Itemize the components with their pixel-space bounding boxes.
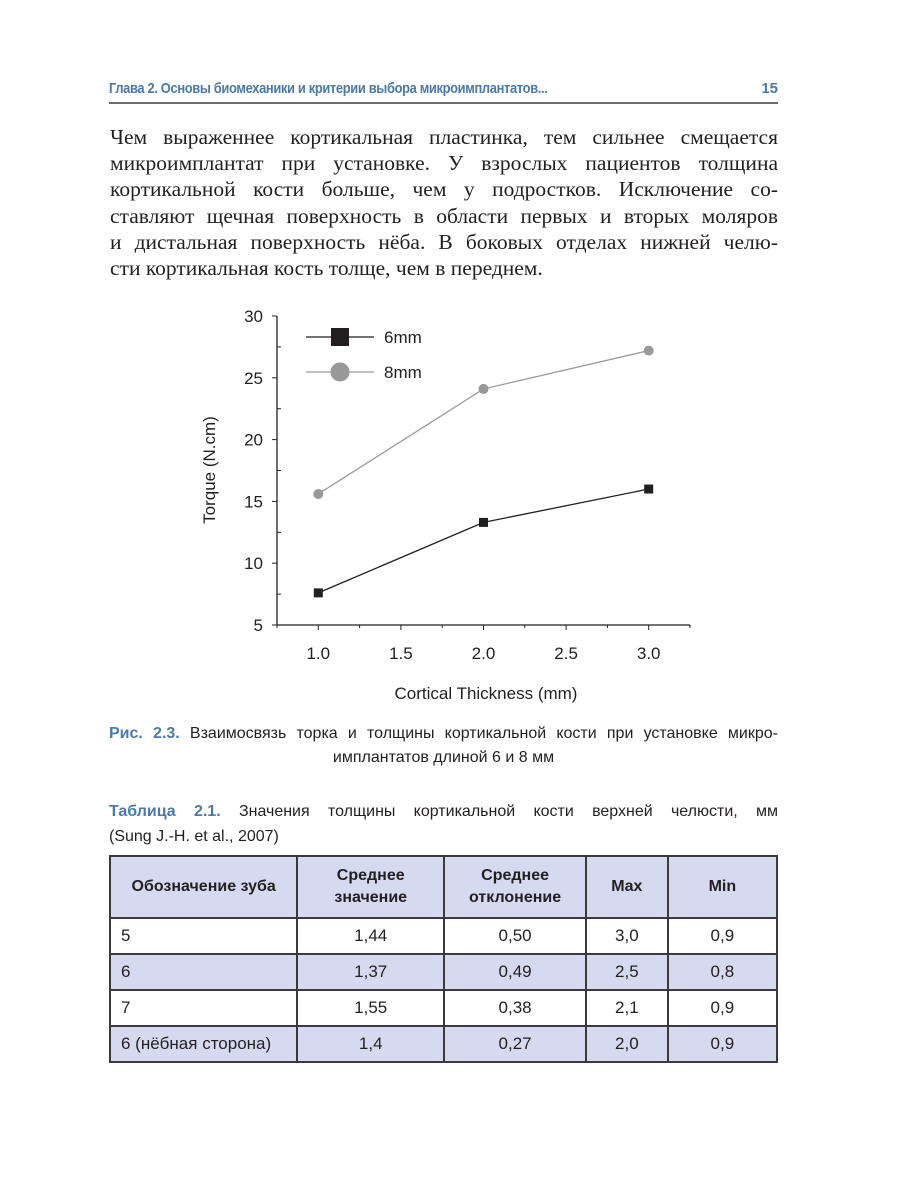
legend-label: 8mm [384, 363, 422, 382]
series-line-6mm [318, 489, 648, 593]
y-tick-label: 25 [244, 368, 263, 388]
table-caption-source: (Sung J.-H. et al., 2007) [109, 828, 279, 845]
table-row [110, 954, 777, 990]
x-tick-label: 2.0 [471, 644, 496, 663]
figure-caption [109, 722, 778, 770]
x-tick-label: 2.5 [554, 644, 578, 663]
chart-axes [277, 316, 690, 625]
table-row [110, 990, 777, 1026]
column-header: Среднее значение [297, 856, 444, 918]
data-point-8mm [644, 346, 654, 356]
table-cell: 0,9 [668, 1026, 777, 1062]
table-cell: 0,38 [444, 990, 586, 1026]
column-header: Max [586, 856, 668, 918]
x-tick-label: 3.0 [636, 644, 661, 663]
column-header: Обозначение зуба [110, 856, 297, 918]
chart-ticks [244, 307, 690, 663]
text-line: Чем выраженнее кортикальная пластинка, тем сильнее смещается [110, 125, 778, 149]
data-point-8mm [479, 384, 489, 394]
figure-label: Рис. 2.3. [109, 725, 180, 742]
table-cell: 2,5 [586, 954, 668, 990]
table-cell: 2,0 [586, 1026, 668, 1062]
table-cell: 0,27 [444, 1026, 586, 1062]
table-cell: 0,9 [668, 918, 777, 954]
chart-series [313, 346, 653, 598]
column-header: Среднее отклонение [444, 856, 586, 918]
figure-caption-text: имплантатов длиной 6 и 8 мм [332, 749, 555, 766]
table-cell: 7 [110, 990, 297, 1026]
x-tick-label: 1.5 [389, 644, 413, 663]
table-cell: 1,37 [297, 954, 444, 990]
table-cell: 0,49 [444, 954, 586, 990]
table-cell: 0,8 [668, 954, 777, 990]
y-axis-label: Torque (N.cm) [200, 416, 219, 524]
table-cell: 1,44 [297, 918, 444, 954]
table-cell: 1,55 [297, 990, 444, 1026]
table-caption [109, 799, 778, 849]
table-cell: 0,9 [668, 990, 777, 1026]
text-line: микроимплантат при установке. У взрослых пациентов толщина [110, 151, 778, 176]
y-tick-label: 5 [253, 616, 263, 635]
legend-marker-circle [331, 363, 350, 382]
table-cell: 0,50 [444, 918, 586, 954]
table-caption-text: Значения толщины кортикальной кости верхней челюсти, мм [238, 803, 778, 820]
legend-marker-square [331, 328, 349, 346]
table-cell: 3,0 [586, 918, 668, 954]
figure-caption-text: Взаимосвязь торка и толщины кортикальной кости при установке микро- [189, 725, 778, 742]
legend-label: 6mm [384, 328, 422, 347]
table-row [110, 1026, 777, 1062]
table-cell: 6 [110, 954, 297, 990]
cortical-thickness-table [109, 855, 778, 1063]
y-tick-label: 10 [244, 554, 263, 574]
table-row [110, 918, 777, 954]
text-line: кортикальной кости больше, чем у подростков. Исключение со- [110, 177, 778, 202]
table-header-row [110, 856, 777, 918]
data-point-8mm [313, 489, 323, 499]
text-line: сти кортикальная кость толще, чем в переднем. [110, 255, 543, 280]
table-label: Таблица 2.1. [109, 803, 221, 820]
table-cell: 1,4 [297, 1026, 444, 1062]
data-point-6mm [314, 588, 323, 597]
y-tick-label: 15 [244, 492, 263, 512]
column-header: Min [668, 856, 777, 918]
table-cell: 2,1 [586, 990, 668, 1026]
chart-legend [306, 328, 422, 382]
y-tick-label: 20 [244, 430, 263, 450]
table-cell: 5 [110, 918, 297, 954]
text-line: и дистальная поверхность нёба. В боковых отделах нижней челю- [110, 229, 778, 254]
y-tick-label: 30 [244, 307, 263, 326]
chapter-title: Глава 2. Основы биомеханики и критерии выбора микроимплантатов... [109, 80, 548, 97]
data-point-6mm [644, 485, 653, 494]
x-tick-label: 1.0 [306, 644, 331, 663]
data-point-6mm [479, 518, 488, 527]
text-line: ставляют щечная поверхность в области первых и вторых моляров [110, 203, 778, 228]
page-number: 15 [761, 80, 778, 97]
table-cell: 6 (нёбная сторона) [110, 1026, 297, 1062]
x-axis-label: Cortical Thickness (mm) [394, 684, 578, 703]
